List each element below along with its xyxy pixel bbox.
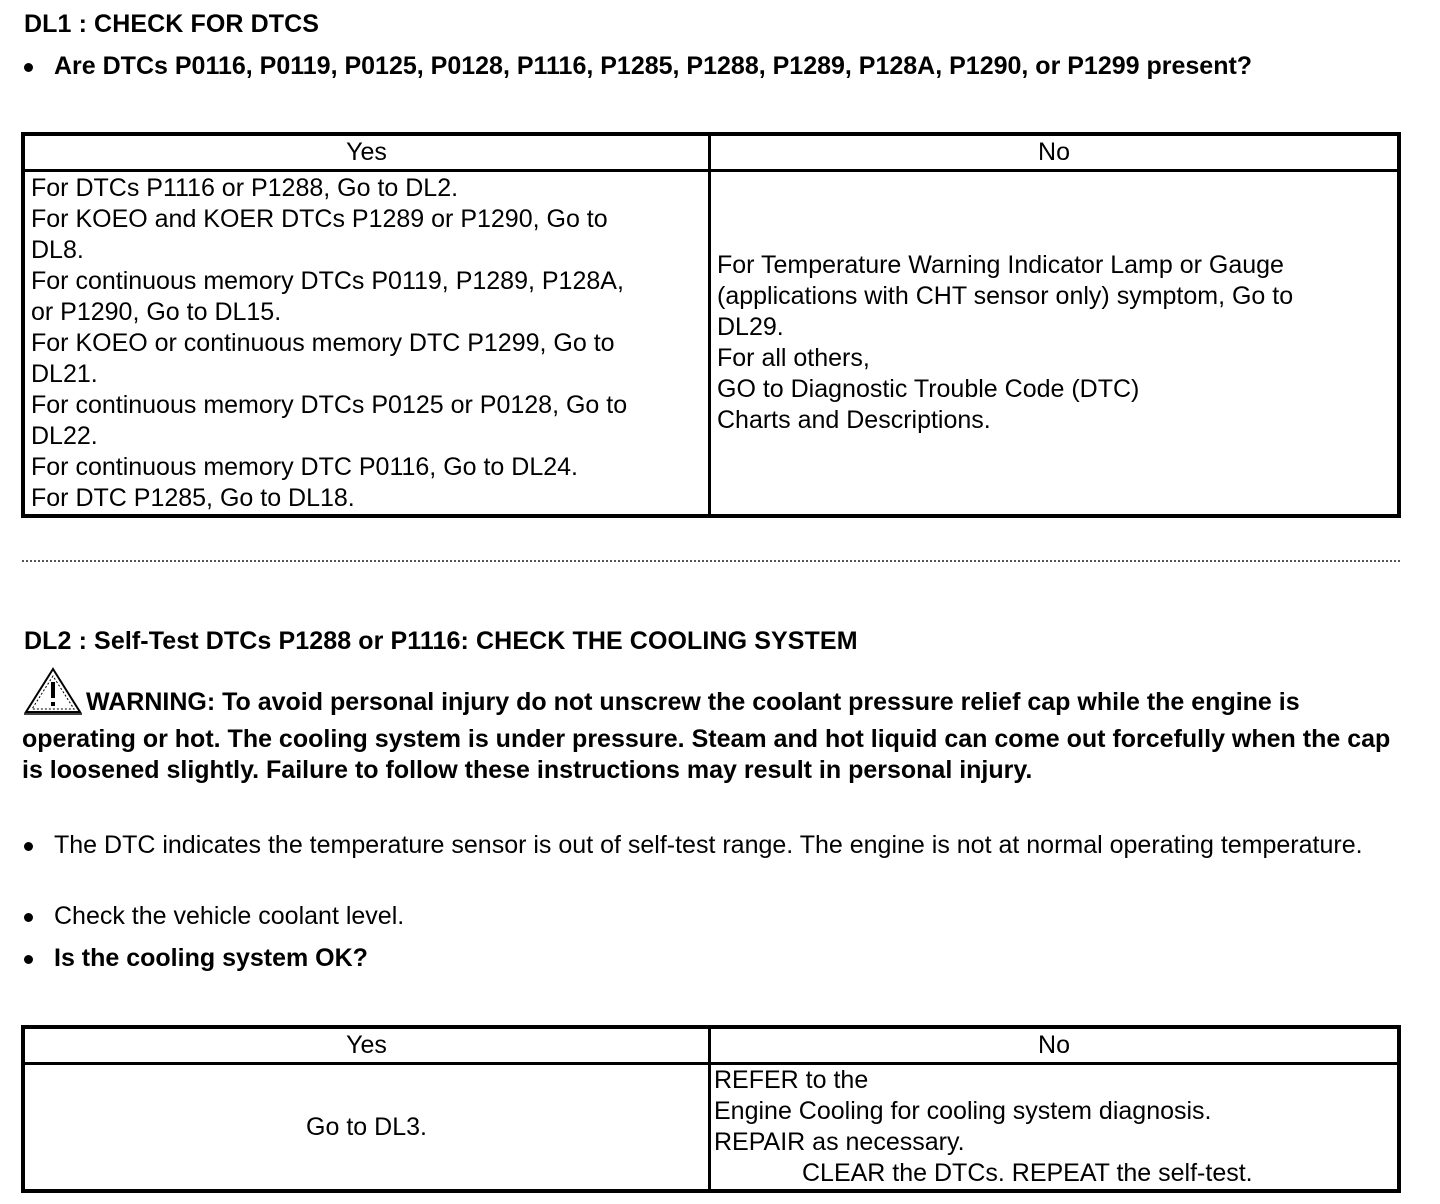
dl1-yes-cell (23, 171, 710, 517)
dl1-yes-line: DL22. (31, 421, 98, 450)
dl2-no-line: Engine Cooling for cooling system diagnosis. (714, 1097, 1212, 1125)
dl2-warning (22, 666, 1392, 786)
dl1-no-cell (710, 171, 1400, 517)
dl1-heading: DL1 : CHECK FOR DTCS (24, 10, 320, 38)
dl2-question-item (24, 943, 368, 974)
dl1-no-line: (applications with CHT sensor only) symptom, Go to (717, 282, 1294, 310)
dl2-question: Is the cooling system OK? (54, 944, 368, 972)
dl2-yes-text: Go to DL3. (306, 1112, 427, 1141)
dl1-no-line: Charts and Descriptions. (717, 406, 991, 434)
dl2-bullet-2-text: Check the vehicle coolant level. (54, 902, 405, 930)
dl2-bullet-1-text: The DTC indicates the temperature sensor is out of self-test range. The engine is not at normal operating temperature. (54, 831, 1363, 859)
dl1-no-line: For all others, (717, 344, 870, 372)
dl2-warning-text: WARNING: To avoid personal injury do not unscrew the coolant pressure relief cap while the engine is operating or hot. The cooling system is under pressure. Steam and hot liquid can come out forcefully when the cap is loosened slightly. Failure to follow these instructions may result in personal injury. (22, 688, 1391, 784)
dl1-yes-line: For KOEO or continuous memory DTC P1299, Go to (31, 328, 615, 357)
bullet-icon (24, 63, 33, 72)
dl2-heading: DL2 : Self-Test DTCs P1288 or P1116: CHECK THE COOLING SYSTEM (24, 627, 858, 655)
dl2-no-cell (710, 1064, 1400, 1192)
dl1-answer-table (21, 132, 1401, 518)
dl2-bullet-1 (24, 830, 1394, 861)
dl2-no-header: No (710, 1027, 1400, 1064)
dl1-yes-line: For continuous memory DTC P0116, Go to DL24. (31, 452, 578, 481)
section-divider (22, 560, 1400, 562)
bullet-icon (24, 913, 33, 922)
dl1-yes-line: DL21. (31, 359, 98, 388)
warning-triangle-icon (22, 666, 84, 724)
dl1-yes-line: or P1290, Go to DL15. (31, 297, 282, 326)
dl1-no-line: GO to Diagnostic Trouble Code (DTC) (717, 375, 1140, 403)
dl1-question-item (24, 51, 1252, 82)
dl2-yes-header: Yes (23, 1027, 710, 1064)
dl2-yes-cell (23, 1064, 710, 1192)
dl2-no-line: REFER to the (714, 1066, 869, 1094)
dl1-no-line: DL29. (717, 313, 784, 341)
dl1-no-header: No (710, 134, 1400, 171)
dl2-bullet-2 (24, 901, 404, 932)
dl2-no-line: CLEAR the DTCs. REPEAT the self-test. (802, 1159, 1253, 1187)
dl1-yes-line: For KOEO and KOER DTCs P1289 or P1290, Go to (31, 204, 608, 233)
dl1-question: Are DTCs P0116, P0119, P0125, P0128, P1116, P1285, P1288, P1289, P128A, P1290, or P1299 present? (54, 52, 1253, 80)
dl2-no-line: REPAIR as necessary. (714, 1128, 965, 1156)
dl1-yes-line: For DTC P1285, Go to DL18. (31, 483, 355, 512)
bullet-icon (24, 842, 33, 851)
dl2-answer-table (21, 1025, 1401, 1193)
dl1-no-line: For Temperature Warning Indicator Lamp or Gauge (717, 251, 1284, 279)
bullet-icon (24, 955, 33, 964)
dl1-yes-line: For continuous memory DTCs P0119, P1289, P128A, (31, 266, 624, 295)
dl1-yes-header: Yes (23, 134, 710, 171)
dl1-yes-line: For DTCs P1116 or P1288, Go to DL2. (31, 173, 459, 202)
dl1-yes-line: DL8. (31, 235, 84, 264)
dl1-yes-line: For continuous memory DTCs P0125 or P0128, Go to (31, 390, 628, 419)
